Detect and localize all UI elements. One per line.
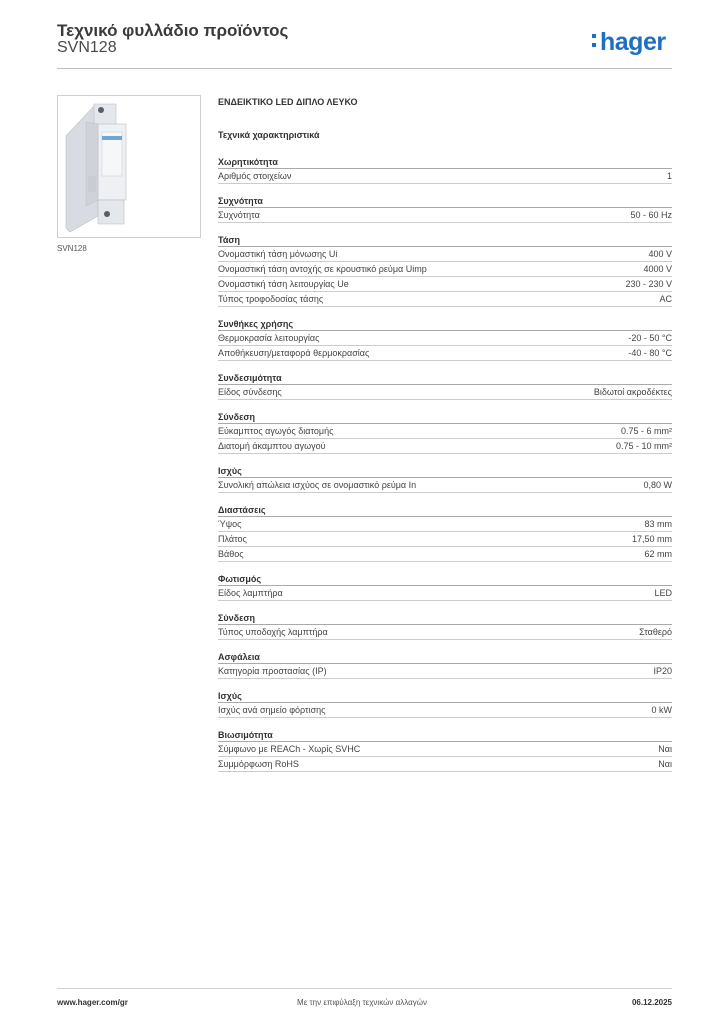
spec-row bbox=[218, 664, 672, 679]
spec-label: Ισχύς ανά σημείο φόρτισης bbox=[218, 705, 326, 715]
spec-group-title: Ασφάλεια bbox=[218, 651, 672, 664]
spec-row bbox=[218, 478, 672, 493]
spec-value: 0 kW bbox=[651, 705, 672, 715]
footer-date: 06.12.2025 bbox=[631, 998, 672, 1007]
spec-value: 4000 V bbox=[643, 264, 672, 274]
spec-label: Πλάτος bbox=[218, 534, 247, 544]
spec-group-title: Τάση bbox=[218, 234, 672, 247]
product-name: ΕΝΔΕΙΚΤΙΚΟ LED ΔΙΠΛΟ ΛΕΥΚΟ bbox=[218, 97, 358, 107]
spec-row bbox=[218, 208, 672, 223]
spec-label: Βάθος bbox=[218, 549, 244, 559]
spec-row bbox=[218, 277, 672, 292]
spec-group bbox=[218, 504, 672, 562]
spec-label: Τύπος υποδοχής λαμπτήρα bbox=[218, 627, 328, 637]
spec-row bbox=[218, 262, 672, 277]
spec-value: 0,80 W bbox=[643, 480, 672, 490]
spec-value: 62 mm bbox=[644, 549, 672, 559]
spec-row bbox=[218, 331, 672, 346]
spec-group bbox=[218, 411, 672, 454]
header-divider bbox=[57, 68, 672, 69]
spec-group-title: Ισχύς bbox=[218, 690, 672, 703]
spec-value: 0.75 - 6 mm² bbox=[620, 426, 672, 436]
product-image bbox=[57, 95, 201, 238]
spec-group-title: Φωτισμός bbox=[218, 573, 672, 586]
spec-label: Κατηγορία προστασίας (IP) bbox=[218, 666, 327, 676]
spec-group-title: Συχνότητα bbox=[218, 195, 672, 208]
spec-label: Συμμόρφωση RoHS bbox=[218, 759, 299, 769]
spec-label: Σύμφωνο με REACh - Χωρίς SVHC bbox=[218, 744, 361, 754]
spec-value: Βιδωτοί ακροδέκτες bbox=[593, 387, 672, 397]
spec-row bbox=[218, 292, 672, 307]
footer-divider bbox=[57, 988, 672, 989]
spec-label: Είδος σύνδεσης bbox=[218, 387, 282, 397]
spec-group bbox=[218, 573, 672, 601]
spec-row bbox=[218, 532, 672, 547]
spec-row bbox=[218, 703, 672, 718]
spec-row bbox=[218, 742, 672, 757]
spec-value: -20 - 50 °C bbox=[628, 333, 672, 343]
spec-group-title: Χωρητικότητα bbox=[218, 156, 672, 169]
spec-label: Αποθήκευση/μεταφορά θερμοκρασίας bbox=[218, 348, 370, 358]
footer-website-link[interactable]: www.hager.com/gr bbox=[57, 998, 128, 1007]
spec-value: AC bbox=[659, 294, 672, 304]
spec-value: Ναι bbox=[658, 744, 672, 754]
section-heading: Τεχνικά χαρακτηριστικά bbox=[218, 130, 320, 140]
spec-row bbox=[218, 517, 672, 532]
spec-group bbox=[218, 651, 672, 679]
spec-group-title: Βιωσιμότητα bbox=[218, 729, 672, 742]
spec-group bbox=[218, 690, 672, 718]
spec-group bbox=[218, 234, 672, 307]
spec-group bbox=[218, 465, 672, 493]
hager-logo[interactable] bbox=[592, 28, 666, 56]
spec-group bbox=[218, 318, 672, 361]
spec-group bbox=[218, 372, 672, 400]
spec-value: 17,50 mm bbox=[631, 534, 672, 544]
spec-value: LED bbox=[654, 588, 672, 598]
spec-value: -40 - 80 °C bbox=[628, 348, 672, 358]
spec-group-title: Συνδεσιμότητα bbox=[218, 372, 672, 385]
spec-value: 400 V bbox=[648, 249, 672, 259]
spec-value: IP20 bbox=[653, 666, 672, 676]
document-title: Τεχνικό φυλλάδιο προϊόντος bbox=[57, 21, 289, 40]
spec-label: Ονομαστική τάση λειτουργίας Ue bbox=[218, 279, 349, 289]
spec-group bbox=[218, 612, 672, 640]
spec-row bbox=[218, 247, 672, 262]
logo-text: hager bbox=[600, 28, 666, 56]
spec-label: Τύπος τροφοδοσίας τάσης bbox=[218, 294, 324, 304]
spec-row bbox=[218, 346, 672, 361]
spec-value: 0.75 - 10 mm² bbox=[615, 441, 672, 451]
spec-group bbox=[218, 729, 672, 772]
spec-label: Συνολική απώλεια ισχύος σε ονομαστικό ρεύμα In bbox=[218, 480, 417, 490]
spec-group-title: Συνθήκες χρήσης bbox=[218, 318, 672, 331]
spec-label: Εύκαμπτος αγωγός διατομής bbox=[218, 426, 334, 436]
spec-row bbox=[218, 385, 672, 400]
spec-value: Ναι bbox=[658, 759, 672, 769]
spec-label: Θερμοκρασία λειτουργίας bbox=[218, 333, 320, 343]
spec-row bbox=[218, 625, 672, 640]
product-code: SVN128 bbox=[57, 39, 117, 56]
spec-row bbox=[218, 547, 672, 562]
logo-mark-icon bbox=[592, 28, 597, 47]
spec-table bbox=[218, 156, 672, 783]
spec-value: 1 bbox=[666, 171, 672, 181]
spec-value: 83 mm bbox=[644, 519, 672, 529]
product-illustration-icon bbox=[58, 96, 200, 237]
spec-group bbox=[218, 195, 672, 223]
spec-label: Ονομαστική τάση αντοχής σε κρουστικό ρεύμα Uimp bbox=[218, 264, 427, 274]
spec-group-title: Σύνδεση bbox=[218, 612, 672, 625]
spec-row bbox=[218, 757, 672, 772]
spec-row bbox=[218, 424, 672, 439]
spec-group-title: Σύνδεση bbox=[218, 411, 672, 424]
spec-label: Ονομαστική τάση μόνωσης Ui bbox=[218, 249, 338, 259]
spec-group bbox=[218, 156, 672, 184]
image-caption: SVN128 bbox=[57, 244, 87, 253]
footer-note: Με την επιφύλαξη τεχνικών αλλαγών bbox=[297, 998, 427, 1007]
spec-label: Συχνότητα bbox=[218, 210, 260, 220]
spec-value: 50 - 60 Hz bbox=[630, 210, 672, 220]
spec-row bbox=[218, 439, 672, 454]
spec-value: 230 - 230 V bbox=[625, 279, 672, 289]
spec-group-title: Ισχύς bbox=[218, 465, 672, 478]
spec-label: Αριθμός στοιχείων bbox=[218, 171, 292, 181]
spec-label: Διατομή άκαμπτου αγωγού bbox=[218, 441, 326, 451]
spec-group-title: Διαστάσεις bbox=[218, 504, 672, 517]
spec-row bbox=[218, 169, 672, 184]
spec-value: Σταθερό bbox=[639, 627, 672, 637]
spec-label: Ύψος bbox=[218, 519, 242, 529]
spec-row bbox=[218, 586, 672, 601]
spec-label: Είδος λαμπτήρα bbox=[218, 588, 283, 598]
